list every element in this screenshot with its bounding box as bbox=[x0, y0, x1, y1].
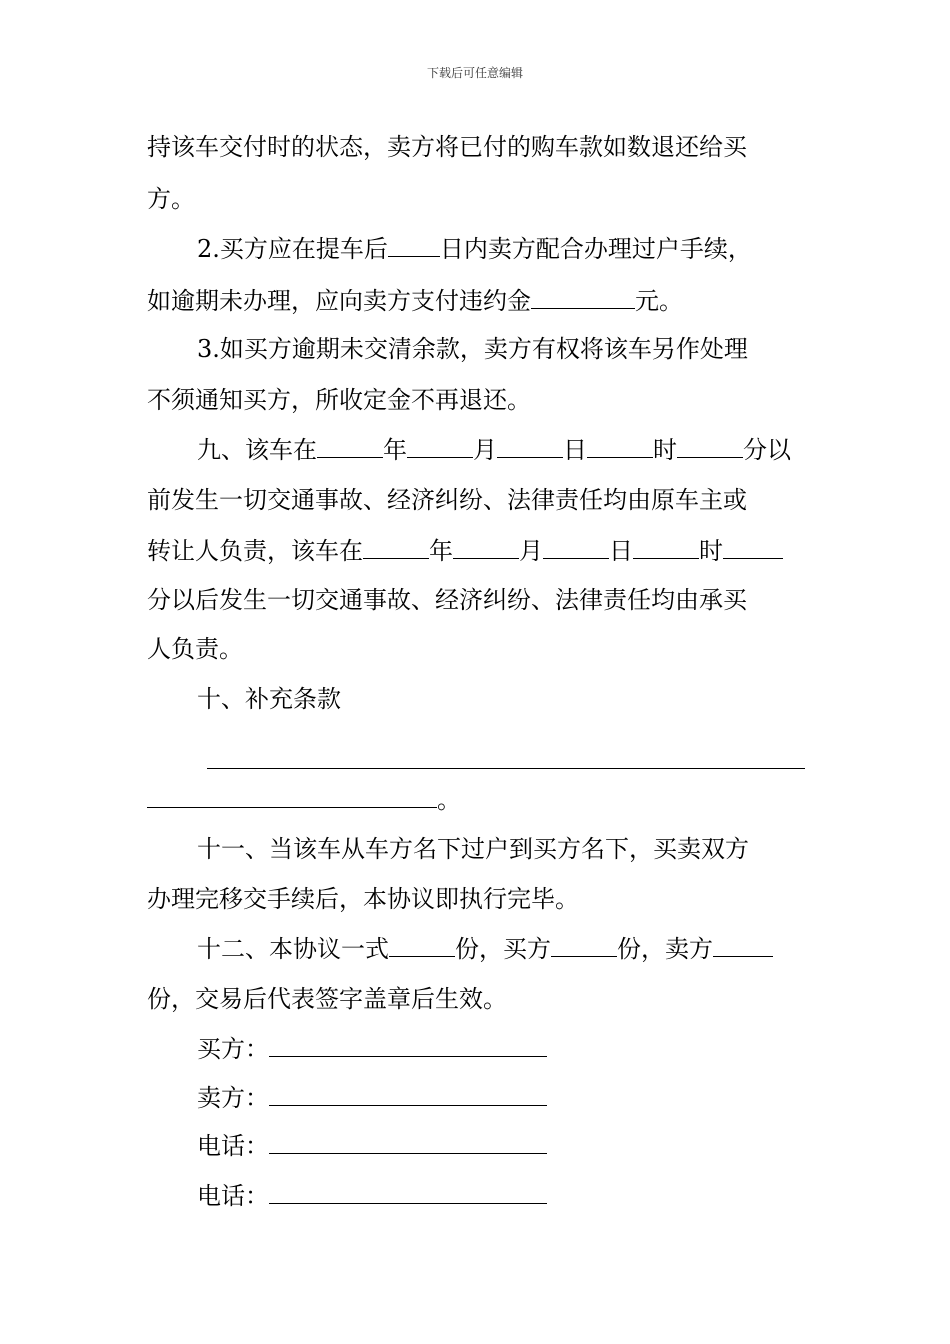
clause-text: 日内卖方配合办理过户手续， bbox=[439, 235, 752, 263]
paragraph-line: 前发生一切交通事故、经济纠纷、法律责任均由原车主或 bbox=[147, 486, 747, 514]
clause-text: 转让人负责，该车在 bbox=[147, 537, 363, 565]
clause-text: 十二、本协议一式 bbox=[197, 935, 389, 963]
paragraph-line: 十一、当该车从车方名下过户到买方名下，买卖双方 bbox=[197, 835, 749, 863]
signature-field[interactable] bbox=[269, 1081, 547, 1106]
clause-text: 份，买方 bbox=[455, 935, 551, 963]
clause-text: 月 bbox=[519, 537, 543, 565]
clause-9-line-3 bbox=[147, 534, 807, 566]
clause-text: 月 bbox=[473, 436, 497, 464]
paragraph-line: 方。 bbox=[147, 185, 195, 213]
clause-12-line-1 bbox=[197, 932, 807, 964]
signature-label: 卖方： bbox=[197, 1084, 269, 1112]
clause-text: 元。 bbox=[635, 287, 683, 315]
clause-text: 年 bbox=[383, 436, 407, 464]
penalty-amount-blank[interactable] bbox=[531, 284, 635, 309]
paragraph-line: 持该车交付时的状态，卖方将已付的购车款如数退还给买 bbox=[147, 133, 747, 161]
clause-9-line-1 bbox=[197, 433, 807, 465]
paragraph-line: 分以后发生一切交通事故、经济纠纷、法律责任均由承买 bbox=[147, 586, 747, 614]
clause-text: 时 bbox=[699, 537, 723, 565]
supplementary-blank[interactable] bbox=[147, 783, 437, 808]
phone-field[interactable] bbox=[269, 1179, 547, 1204]
minute-blank[interactable] bbox=[723, 534, 783, 559]
paragraph-line: 办理完移交手续后，本协议即执行完毕。 bbox=[147, 885, 579, 913]
day-blank[interactable] bbox=[497, 433, 563, 458]
hour-blank[interactable] bbox=[587, 433, 653, 458]
clause-text: 时 bbox=[653, 436, 677, 464]
day-blank[interactable] bbox=[543, 534, 609, 559]
clause-text: 份，卖方 bbox=[617, 935, 713, 963]
clause-text: 2.买方应在提车后 bbox=[197, 235, 388, 263]
year-blank[interactable] bbox=[363, 534, 429, 559]
paragraph-line: 份，交易后代表签字盖章后生效。 bbox=[147, 985, 507, 1013]
clause-text: 日 bbox=[609, 537, 633, 565]
signature-label: 电话： bbox=[197, 1182, 269, 1210]
phone-field[interactable] bbox=[269, 1129, 547, 1154]
minute-blank[interactable] bbox=[677, 433, 743, 458]
paragraph-line: 人负责。 bbox=[147, 635, 243, 663]
clause-text: 年 bbox=[429, 537, 453, 565]
paragraph-line: 不须通知买方，所收定金不再退还。 bbox=[147, 386, 531, 414]
clause-text: 如逾期未办理，应向卖方支付违约金 bbox=[147, 287, 531, 315]
signature-seller bbox=[197, 1081, 807, 1113]
supplementary-heading: 十、补充条款 bbox=[197, 685, 341, 713]
month-blank[interactable] bbox=[407, 433, 473, 458]
year-blank[interactable] bbox=[317, 433, 383, 458]
signature-field[interactable] bbox=[269, 1032, 547, 1057]
hour-blank[interactable] bbox=[633, 534, 699, 559]
supplementary-blank[interactable] bbox=[207, 767, 805, 769]
fill-blank[interactable] bbox=[388, 232, 440, 257]
signature-phone-1 bbox=[197, 1129, 807, 1161]
supplementary-line-2 bbox=[147, 783, 807, 815]
copies-blank[interactable] bbox=[389, 932, 455, 957]
clause-2-line-1 bbox=[197, 232, 807, 264]
clause-text: 。 bbox=[437, 786, 461, 814]
clause-2-line-2 bbox=[147, 284, 807, 316]
seller-copies-blank[interactable] bbox=[713, 932, 773, 957]
month-blank[interactable] bbox=[453, 534, 519, 559]
buyer-copies-blank[interactable] bbox=[551, 932, 617, 957]
clause-text: 九、该车在 bbox=[197, 436, 317, 464]
clause-text: 分以 bbox=[743, 436, 791, 464]
page-header: 下载后可任意编辑 bbox=[426, 66, 523, 80]
paragraph-line: 3.如买方逾期未交清余款，卖方有权将该车另作处理 bbox=[197, 335, 748, 363]
signature-buyer bbox=[197, 1032, 807, 1064]
signature-phone-2 bbox=[197, 1179, 807, 1211]
clause-text: 日 bbox=[563, 436, 587, 464]
signature-label: 买方： bbox=[197, 1035, 269, 1063]
signature-label: 电话： bbox=[197, 1132, 269, 1160]
